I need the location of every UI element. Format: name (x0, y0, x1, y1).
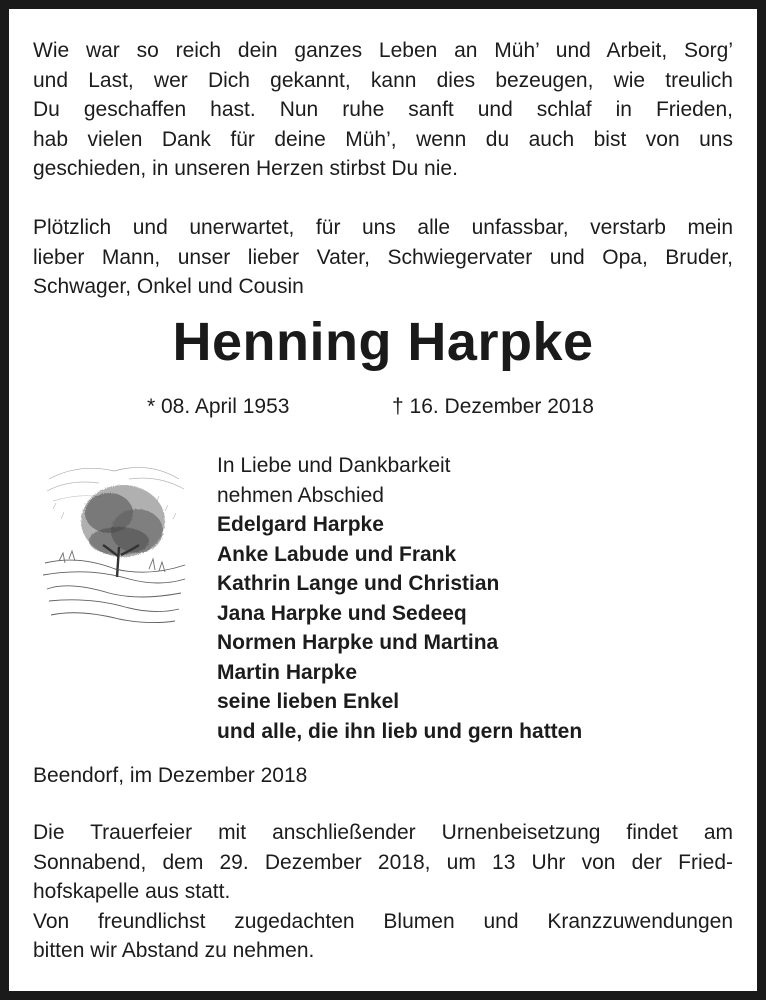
announcement-line: Schwager, Onkel und Cousin (33, 275, 304, 298)
poem-line: hab vielen Dank für deine Müh’, wenn du auch bist von uns (33, 127, 733, 151)
mourner-name: Martin Harpke (217, 660, 358, 684)
mourner-name: Kathrin Lange und Christian (217, 572, 500, 595)
obituary-card (9, 9, 757, 991)
mourner-name: Anke Labude und Frank (217, 542, 457, 566)
mourner-name: Normen Harpke und Martina (217, 631, 499, 654)
intro-line: nehmen Abschied (217, 483, 384, 507)
place-date: Beendorf, im Dezember 2018 (33, 764, 308, 787)
mourner-name: und alle, die ihn lieb und gern hatten (217, 719, 583, 743)
funeral-line: Die Trauerfeier mit anschließender Urnenbeisetzung findet am (33, 821, 733, 844)
poem (33, 36, 733, 184)
tree-landscape-icon (39, 449, 189, 627)
funeral-line: bitten wir Abstand zu nehmen. (33, 939, 315, 962)
poem-line: Wie war so reich dein ganzes Leben an Müh’ und Arbeit, Sorg’ (33, 39, 733, 62)
death-date: † 16. Dezember 2018 (392, 395, 594, 418)
mourners (217, 451, 737, 746)
funeral-info (33, 818, 733, 966)
mourner-name: Jana Harpke und Sedeeq (217, 601, 467, 625)
poem-line: geschieden, in unseren Herzen stirbst Du nie. (33, 157, 458, 180)
announcement (33, 213, 733, 302)
mourner-name: Edelgard Harpke (217, 513, 384, 536)
poem-line: und Last, wer Dich gekannt, kann dies bezeugen, wie treulich (33, 68, 733, 92)
mourner-name: seine lieben Enkel (217, 690, 400, 713)
announcement-line: lieber Mann, unser lieber Vater, Schwiegervater und Opa, Bruder, (33, 245, 733, 269)
funeral-line: Von freundlichst zugedachten Blumen und Kranzzuwendungen (33, 909, 733, 933)
announcement-line: Plötzlich und unerwartet, für uns alle unfassbar, verstarb mein (33, 216, 733, 239)
poem-line: Du geschaffen hast. Nun ruhe sanft und schlaf in Frieden, (33, 98, 733, 121)
birth-date: * 08. April 1953 (147, 395, 290, 418)
funeral-line: Sonnabend, dem 29. Dezember 2018, um 13 Uhr von der Fried- (33, 850, 733, 874)
deceased-name: Henning Harpke (172, 312, 594, 372)
funeral-line: hofskapelle aus statt. (33, 880, 231, 903)
intro-line: In Liebe und Dankbarkeit (217, 454, 451, 477)
